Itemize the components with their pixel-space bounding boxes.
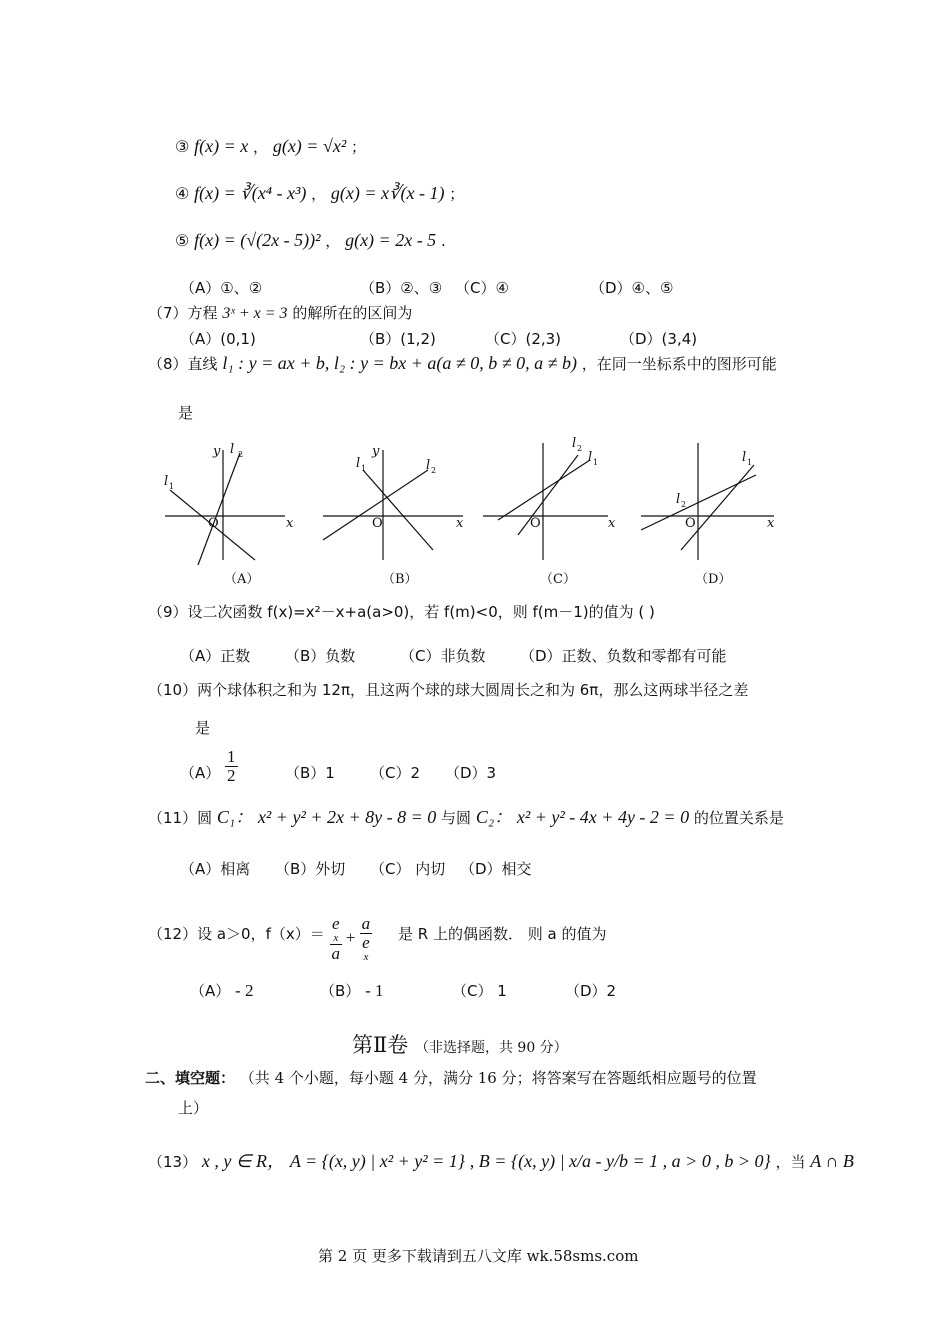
formula-f: f(x) = ∛(x⁴ - x³) xyxy=(194,183,307,203)
q7-option-b: （B）(1,2) xyxy=(360,330,436,348)
q7-option-d: （D）(3,4) xyxy=(620,330,698,348)
svg-text:1: 1 xyxy=(169,482,175,491)
graph-d xyxy=(641,443,774,560)
q11-option-d: （D）相交 xyxy=(460,860,532,878)
item-number: ⑤ xyxy=(175,231,190,250)
svg-text:1: 1 xyxy=(593,458,599,467)
q6-option-b: （B）②、③ xyxy=(360,279,443,297)
svg-text:y: y xyxy=(372,444,380,459)
svg-text:l: l xyxy=(676,492,681,507)
q6-option-c: （C）④ xyxy=(455,279,509,297)
page-footer: 第 2 页 更多下载请到五八文库 wk.58sms.com xyxy=(318,1247,639,1265)
end-mark: . xyxy=(440,232,446,250)
equation-1: x² + y² + 2x + 8y - 8 = 0 xyxy=(257,807,437,827)
q8-graphs xyxy=(160,435,800,590)
svg-text:l: l xyxy=(230,442,235,457)
svg-text:l: l xyxy=(588,450,593,465)
graph-label-d: （D） xyxy=(695,572,732,587)
q12-option-d: （D）2 xyxy=(565,982,617,1000)
svg-text:l: l xyxy=(426,458,431,473)
q9-option-b: （B）负数 xyxy=(285,647,356,665)
line-l2 xyxy=(518,455,578,535)
equation: l₁ : y = ax + b, l₂ : y = bx + a(a ≠ 0, b ≠ 0, a ≠ b) xyxy=(222,353,578,373)
set-a: A = {(x, y) | x² + y² = 1} xyxy=(289,1151,466,1171)
item-number: ③ xyxy=(175,137,190,156)
question-8 xyxy=(148,353,777,374)
q10-option-b: （B）1 xyxy=(285,764,335,782)
formula-f: f(x) = (√(2x - 5))² xyxy=(194,230,321,250)
svg-text:1: 1 xyxy=(361,464,367,473)
equation: 3ˣ + x = 3 xyxy=(222,305,288,322)
q9-option-d: （D）正数、负数和零都有可能 xyxy=(520,647,727,665)
q11-option-a: （A）相离 xyxy=(180,860,251,878)
svg-text:2: 2 xyxy=(431,466,437,475)
svg-text:O: O xyxy=(372,516,383,531)
item-5 xyxy=(175,230,446,251)
q6-option-a: （A）①、② xyxy=(180,279,263,297)
q8-continuation: 是 xyxy=(178,404,194,422)
end-mark: ； xyxy=(351,138,367,156)
formula-g: g(x) = 2x - 5 xyxy=(345,230,437,250)
part2-title: 第Ⅱ卷 （非选择题，共 90 分） xyxy=(352,1033,568,1057)
svg-text:O: O xyxy=(685,516,696,531)
graph-b xyxy=(323,450,463,560)
question-number: （7）方程 xyxy=(148,304,218,322)
line-l1 xyxy=(498,460,590,520)
svg-text:y: y xyxy=(213,444,221,459)
formula-f: f(x) = x xyxy=(194,136,249,156)
graph-label-a: （A） xyxy=(224,572,260,587)
separator: ， xyxy=(325,232,341,250)
formula-g: g(x) = x∛(x - 1) xyxy=(330,183,445,203)
line-l1 xyxy=(681,465,754,550)
q12-text: 是 R 上的偶函数． 则 a 的值为 xyxy=(398,925,607,943)
item-4 xyxy=(175,183,464,204)
circle-c1: C₁： xyxy=(216,807,254,827)
q10-option-d: （D）3 xyxy=(445,764,497,782)
svg-text:l: l xyxy=(572,436,577,451)
q6-option-d: （D）④、⑤ xyxy=(590,279,674,297)
svg-text:O: O xyxy=(530,516,541,531)
fill-section: 二、填空题： （共 4 个小题，每小题 4 分，满分 16 分；将答案写在答题纸相应题号的位置 xyxy=(145,1069,757,1087)
svg-text:x: x xyxy=(608,516,616,531)
item-3 xyxy=(175,136,366,157)
q12-formula: e x a + a e x xyxy=(331,914,371,964)
question-12: （12）设 a＞0，f（x）＝ xyxy=(148,925,325,943)
equation-2: x² + y² - 4x + 4y - 2 = 0 xyxy=(516,807,690,827)
separator: ， xyxy=(253,138,269,156)
question-text: 的解所在的区间为 xyxy=(292,304,413,322)
q9-option-a: （A）正数 xyxy=(180,647,251,665)
line-l1 xyxy=(363,470,433,550)
graph-label-c: （C） xyxy=(540,572,576,587)
set-b: , B = {(x, y) | x/a - y/b = 1 , a > 0 , b > 0} xyxy=(469,1151,771,1171)
question-13: （13） x , y ∈ R， A = {(x, y) | x² + y² = 1} , B = {(x, y) | x/a - y/b = 1 , a > 0 , b > 0} ，当 A ∩ B xyxy=(148,1151,854,1171)
q10-continuation: 是 xyxy=(195,719,211,737)
svg-text:x: x xyxy=(456,516,464,531)
question-number: （8）直线 xyxy=(148,355,218,373)
q7-option-a: （A）(0,1) xyxy=(180,330,256,348)
question-10: （10）两个球体积之和为 12π，且这两个球的球大圆周长之和为 6π，那么这两球半径之差 xyxy=(148,681,749,699)
q10-option-c: （C）2 xyxy=(370,764,421,782)
svg-text:2: 2 xyxy=(238,450,244,459)
q9-option-c: （C）非负数 xyxy=(400,647,486,665)
end-mark: ； xyxy=(449,185,465,203)
svg-text:2: 2 xyxy=(681,500,687,509)
question-7 xyxy=(148,302,412,323)
fill-continuation: 上） xyxy=(178,1099,209,1117)
item-number: ④ xyxy=(175,184,190,203)
q12-option-a: （A） - 2 xyxy=(190,981,254,1000)
svg-text:l: l xyxy=(356,456,361,471)
question-text: ，在同一坐标系中的图形可能 xyxy=(581,355,777,373)
graph-label-b: （B） xyxy=(382,572,418,587)
question-number: （13） xyxy=(148,1153,198,1171)
svg-text:2: 2 xyxy=(577,444,583,453)
circle-c2: C₂： xyxy=(475,807,513,827)
line-l2 xyxy=(198,453,240,565)
q7-option-c: （C）(2,3) xyxy=(485,330,562,348)
svg-text:l: l xyxy=(164,474,169,489)
svg-text:1: 1 xyxy=(747,458,753,467)
svg-text:x: x xyxy=(767,516,775,531)
q11-option-c: （C） 内切 xyxy=(370,860,446,878)
q10-option-a: （A） xyxy=(180,764,221,782)
formula-g: g(x) = √x² xyxy=(272,136,347,156)
svg-text:x: x xyxy=(286,516,294,531)
separator: ， xyxy=(311,185,327,203)
question-11: （11）圆 C₁： x² + y² + 2x + 8y - 8 = 0 与圆 C₂： x² + y² - 4x + 4y - 2 = 0 的位置关系是 xyxy=(148,807,784,827)
q12-option-b: （B） - 1 xyxy=(320,981,384,1000)
graph-a xyxy=(165,445,285,565)
q12-option-c: （C） 1 xyxy=(452,982,507,1000)
section-heading: 二、填空题： xyxy=(145,1069,236,1087)
svg-text:l: l xyxy=(742,450,747,465)
q11-option-b: （B）外切 xyxy=(275,860,346,878)
question-number: （11）圆 xyxy=(148,809,213,827)
question-9: （9）设二次函数 f(x)=x²－x+a(a>0)，若 f(m)<0，则 f(m－1)的值为 ( ) xyxy=(148,603,655,621)
svg-text:O: O xyxy=(208,516,219,531)
q10-fraction: $\frac{1}{2}$ xyxy=(227,747,236,785)
